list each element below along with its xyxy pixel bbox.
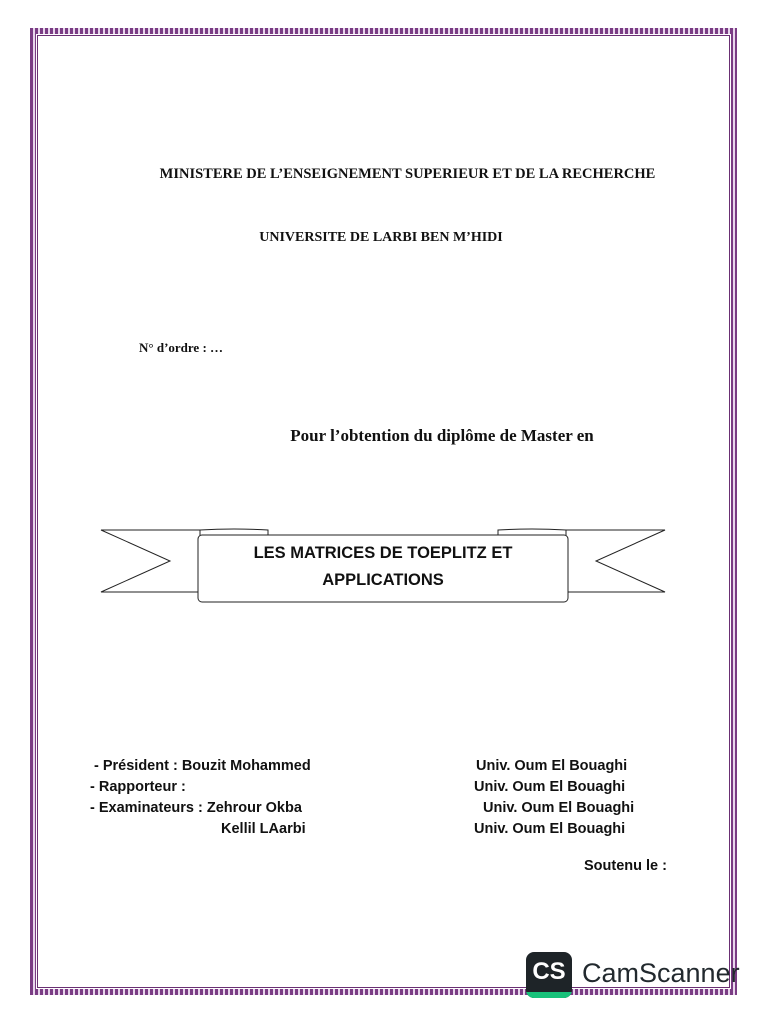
university-heading: UNIVERSITE DE LARBI BEN M’HIDI bbox=[259, 230, 503, 245]
jury-president-affiliation: Univ. Oum El Bouaghi bbox=[476, 758, 628, 774]
jury-examiner-2: Kellil LAarbi bbox=[221, 821, 306, 837]
order-number: N° d’ordre : … bbox=[139, 340, 224, 355]
camscanner-brand: CamScanner bbox=[582, 958, 740, 988]
camscanner-logo-text: CS bbox=[532, 958, 566, 985]
jury-examiner-1: - Examinateurs : Zehrour Okba bbox=[90, 800, 302, 816]
thesis-title-line2: APPLICATIONS bbox=[322, 571, 444, 589]
jury-rapporteur: - Rapporteur : bbox=[90, 779, 186, 795]
camscanner-logo-icon bbox=[526, 952, 572, 998]
camscanner-logo-accent bbox=[526, 992, 572, 998]
jury-president: - Président : Bouzit Mohammed bbox=[94, 758, 311, 774]
diploma-line: Pour l’obtention du diplôme de Master en bbox=[290, 426, 594, 445]
jury-examiner-2-affiliation: Univ. Oum El Bouaghi bbox=[474, 821, 626, 837]
jury-examiner-1-affiliation: Univ. Oum El Bouaghi bbox=[483, 800, 635, 816]
thesis-title-line1: LES MATRICES DE TOEPLITZ ET bbox=[253, 544, 513, 562]
defense-date: Soutenu le : bbox=[584, 858, 667, 874]
ministry-heading: MINISTERE DE L’ENSEIGNEMENT SUPERIEUR ET DE LA RECHERCHE bbox=[159, 166, 656, 182]
thesis-title bbox=[200, 540, 566, 594]
jury-rapporteur-affiliation: Univ. Oum El Bouaghi bbox=[474, 779, 626, 795]
